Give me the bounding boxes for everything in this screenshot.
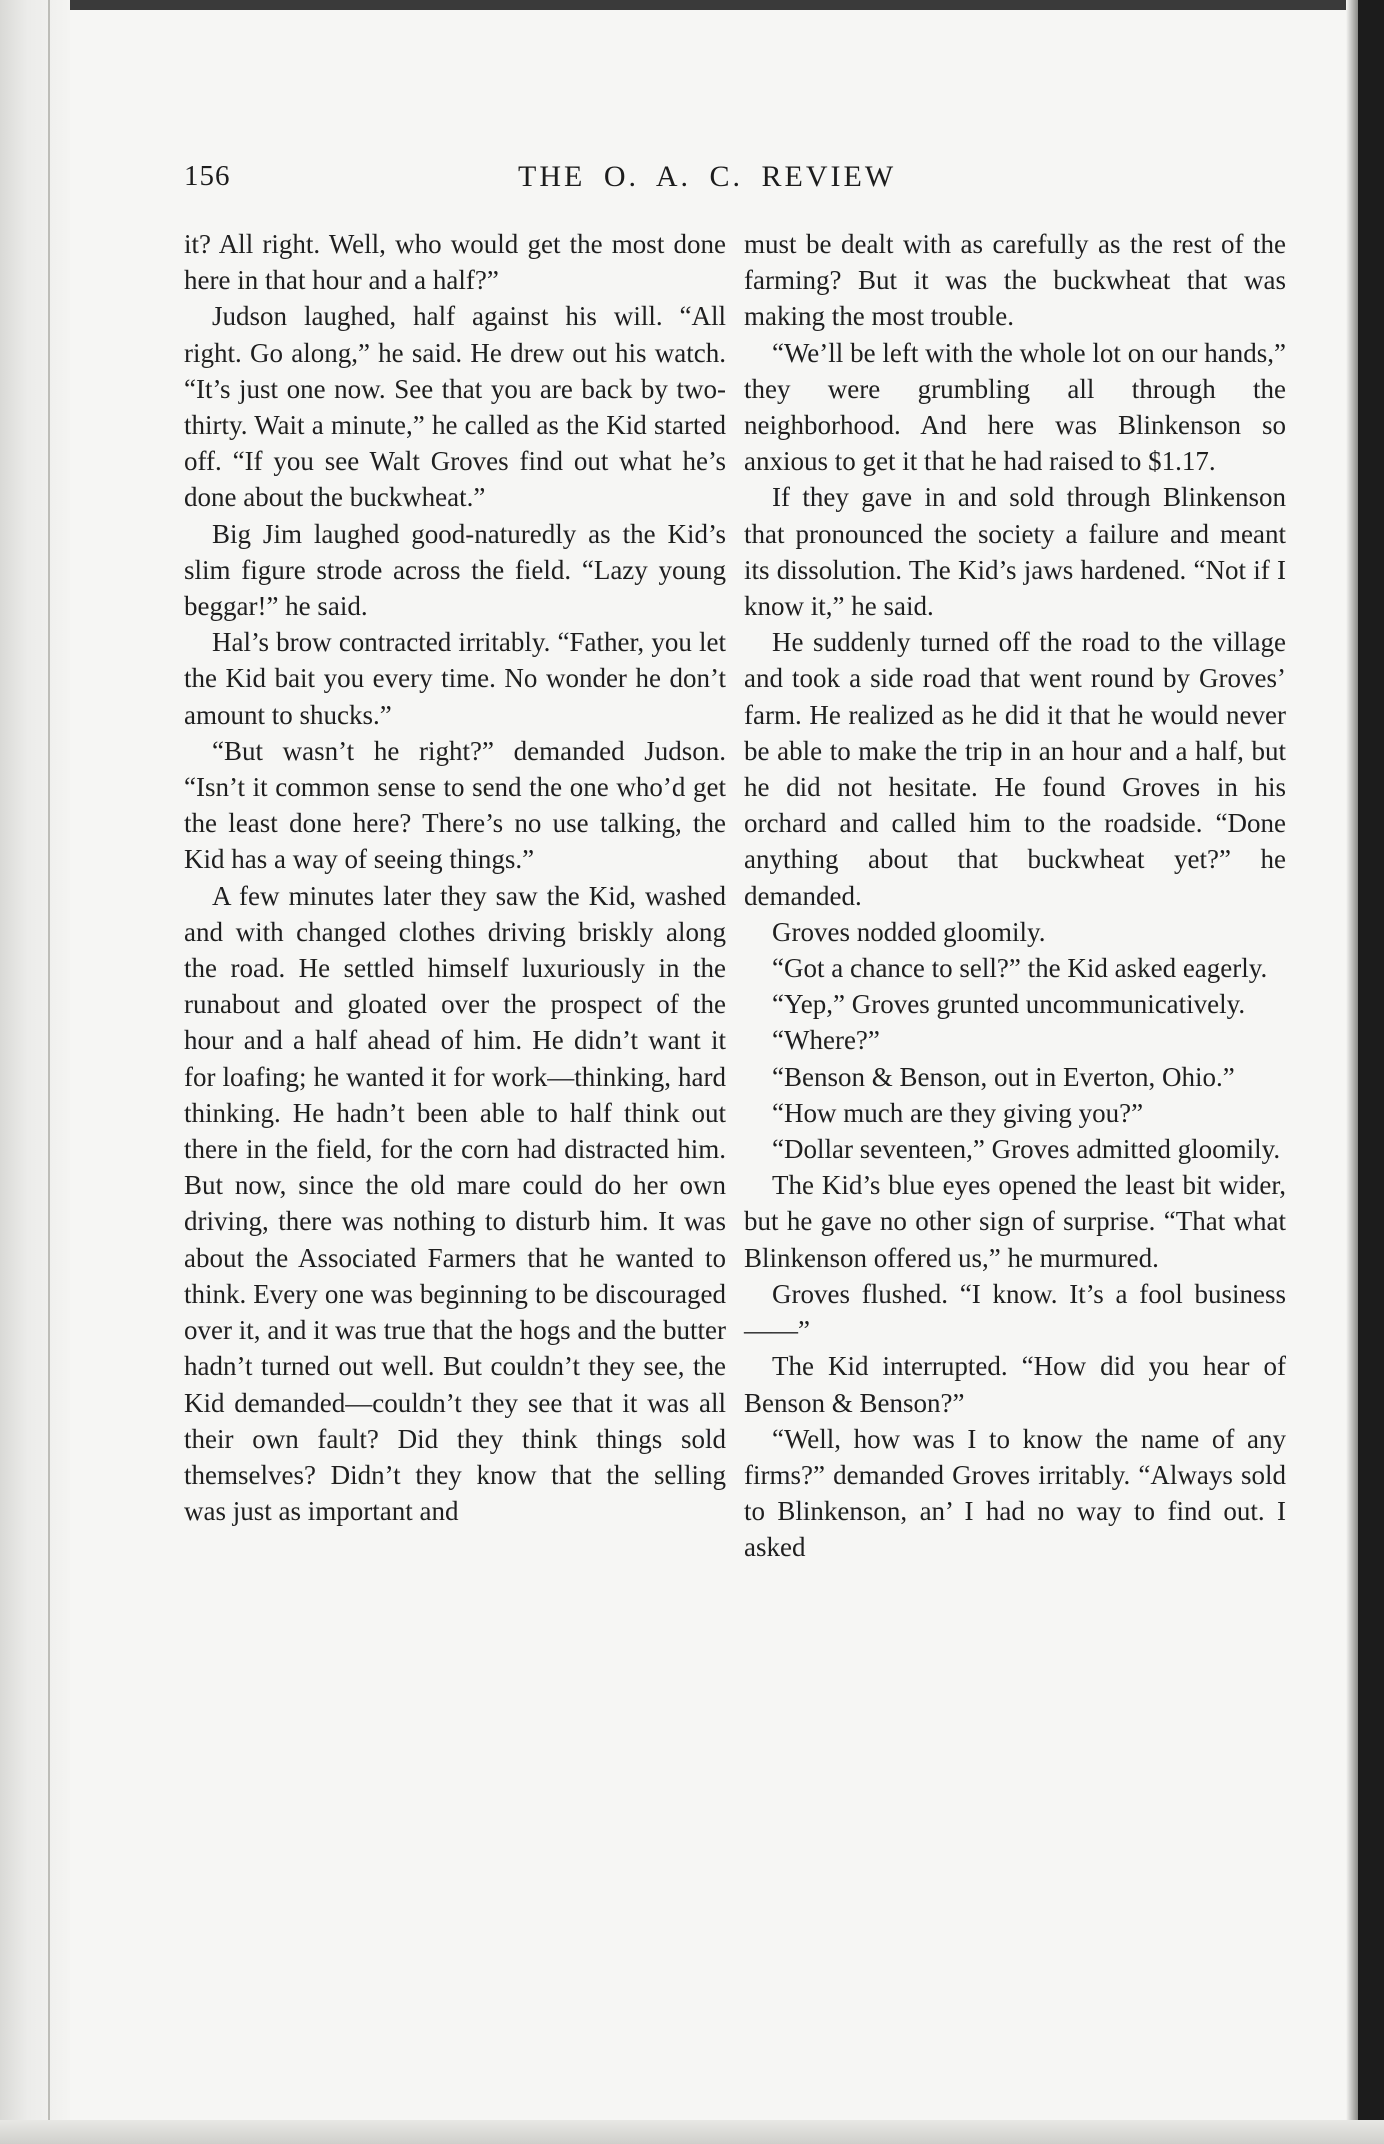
running-head: THE O. A. C. REVIEW: [518, 160, 897, 193]
paragraph: Big Jim laughed good-naturedly as the Kid’s slim figure strode across the field. “Lazy young beggar!” he said.: [184, 518, 726, 622]
text-column-right: [744, 226, 1286, 1566]
page-bottom-edge: [0, 2120, 1384, 2144]
paragraph: “Where?”: [772, 1025, 880, 1056]
paragraph: Groves flushed. “I know. It’s a fool business——”: [744, 1278, 1286, 1346]
page-number: 156: [184, 160, 231, 192]
page-header: [184, 160, 1264, 204]
paragraph: “How much are they giving you?”: [772, 1097, 1144, 1128]
paragraph: The Kid interrupted. “How did you hear of Benson & Benson?”: [744, 1351, 1286, 1418]
paragraph: “We’ll be left with the whole lot on our hands,” they were grumbling all through the neighborhood. And here was Blinkenson so anxious to get it that he had raised to $1.17.: [744, 337, 1286, 477]
paragraph: it? All right. Well, who would get the most done here in that hour and a half?”: [184, 229, 726, 296]
page-top-edge: [0, 0, 1384, 10]
paragraph: Judson laughed, half against his will. “All right. Go along,” he said. He drew out his watch. “It’s just one now. See that you are back by two-thirty. Wait a minute,” he called as the Kid started off. “If you see Walt Groves find out what he’s done about the buckwheat.”: [184, 301, 726, 513]
paragraph: must be dealt with as carefully as the rest of the farming? But it was the buckwheat that was making the most trouble.: [744, 229, 1286, 332]
paragraph: “But wasn’t he right?” demanded Judson. “Isn’t it common sense to send the one who’d get the least done here? There’s no use talking, the Kid has a way of seeing things.”: [184, 735, 726, 875]
paragraph: “Got a chance to sell?” the Kid asked eagerly.: [772, 953, 1268, 984]
paragraph: He suddenly turned off the road to the village and took a side road that went round by Groves’ farm. He realized as he did it that he would never be able to make the trip in an hour and a half, but he did not hesitate. He found Groves in his orchard and called him to the roadside. “Done anything about that buckwheat yet?” he demanded.: [744, 627, 1286, 911]
paragraph: If they gave in and sold through Blinkenson that pronounced the society a failure and meant its dissolution. The Kid’s jaws hardened. “Not if I know it,” he said.: [744, 482, 1286, 622]
paragraph: “Well, how was I to know the name of any firms?” demanded Groves irritably. “Always sold to Blinkenson, an’ I had no way to find out. I asked: [744, 1423, 1286, 1563]
page-right-edge: [1358, 0, 1384, 2144]
paragraph: Groves nodded gloomily.: [772, 916, 1046, 947]
paragraph: “Yep,” Groves grunted uncommunicatively.: [772, 989, 1246, 1020]
paragraph: A few minutes later they saw the Kid, washed and with changed clothes driving briskly along the road. He settled himself luxuriously in the runabout and gloated over the prospect of the hour and a half ahead of him. He didn’t want it for loafing; he wanted it for work—thinking, hard thinking. He hadn’t been able to half think out there in the field, for the corn had distracted him. But now, since the old mare could do her own driving, there was nothing to disturb him. It was about the Associated Farmers that he wanted to think. Every one was beginning to be discouraged over it, and it was true that the hogs and the butter hadn’t turned out well. But couldn’t they see, the Kid demanded—couldn’t they see that it was all their own fault? Did they think things sold themselves? Didn’t they know that the selling was just as important and: [184, 880, 726, 1527]
text-column-left: [184, 226, 726, 1529]
paragraph: “Benson & Benson, out in Everton, Ohio.”: [772, 1061, 1235, 1092]
page-left-edge: [0, 0, 70, 2144]
paragraph: “Dollar seventeen,” Groves admitted gloomily.: [772, 1134, 1281, 1165]
paragraph: Hal’s brow contracted irritably. “Father, you let the Kid bait you every time. No wonder he don’t amount to shucks.”: [184, 627, 726, 730]
paragraph: The Kid’s blue eyes opened the least bit wider, but he gave no other sign of surprise. “That what Blinkenson offered us,” he murmured.: [744, 1170, 1286, 1273]
